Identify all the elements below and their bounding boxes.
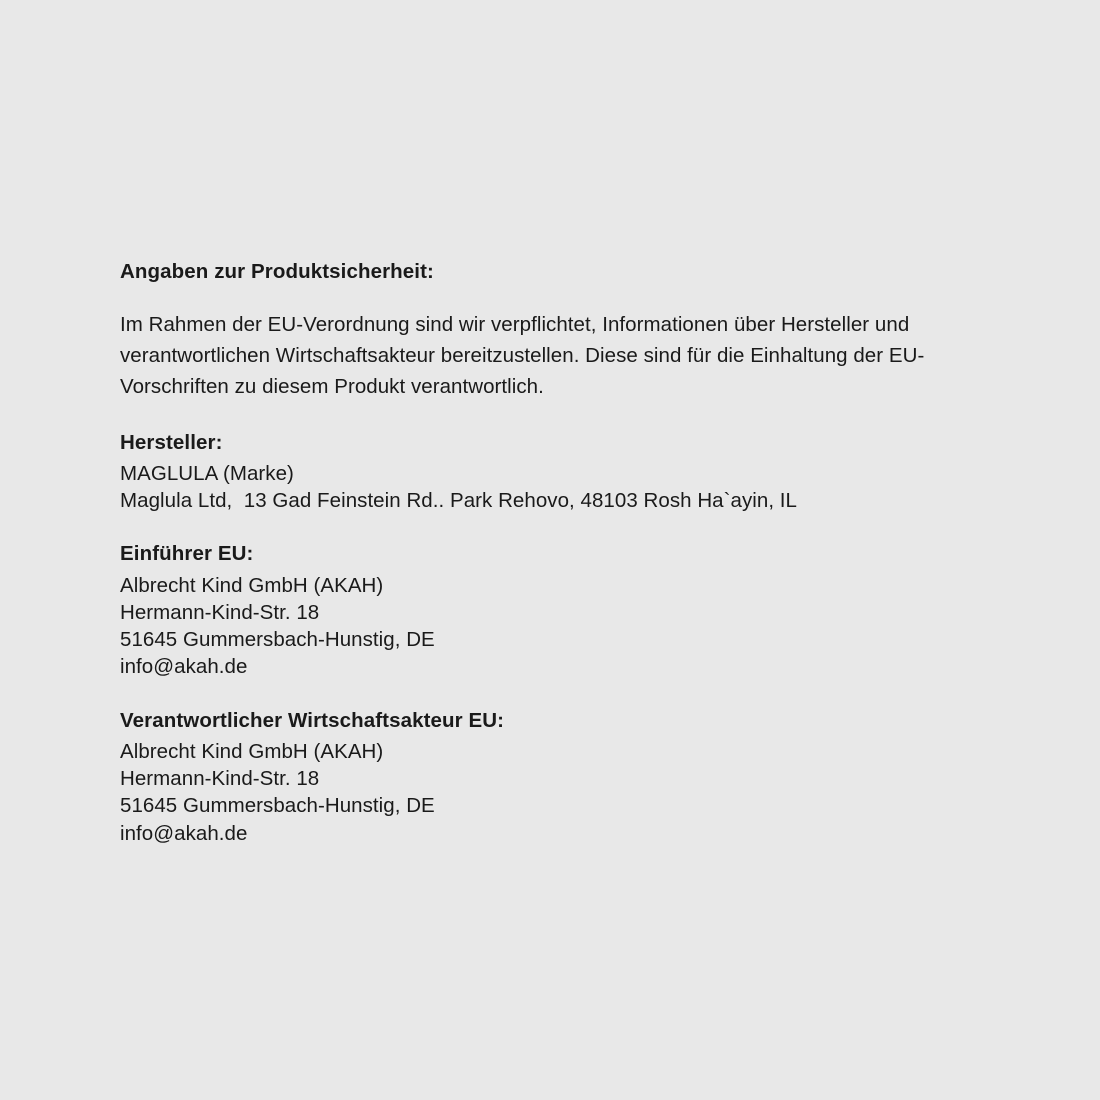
importer-heading: Einführer EU: (120, 542, 254, 566)
manufacturer-section (120, 429, 990, 515)
intro-paragraph: Im Rahmen der EU-Verordnung sind wir verpflichtet, Informationen über Hersteller und verantwortlichen Wirtschaftsakteur bereitzustellen. Diese sind für die Einhaltung der EU-Vorschriften zu diesem Produkt verantwortlich. (120, 313, 925, 398)
manufacturer-heading: Hersteller: (120, 430, 223, 454)
importer-line-1: Albrecht Kind GmbH (AKAH) (120, 573, 384, 597)
document-content (120, 258, 990, 847)
importer-email: info@akah.de (120, 655, 248, 679)
importer-section (120, 540, 990, 680)
responsible-person-heading: Verantwortlicher Wirtschaftsakteur EU: (120, 708, 505, 732)
responsible-person-section (120, 707, 990, 847)
responsible-person-line-3: 51645 Gummersbach-Hunstig, DE (120, 794, 435, 818)
responsible-person-line-2: Hermann-Kind-Str. 18 (120, 767, 320, 791)
importer-line-2: Hermann-Kind-Str. 18 (120, 600, 320, 624)
responsible-person-email: info@akah.de (120, 821, 248, 845)
page-title: Angaben zur Produktsicherheit: (120, 260, 434, 283)
manufacturer-line-1: MAGLULA (Marke) (120, 461, 294, 485)
importer-line-3: 51645 Gummersbach-Hunstig, DE (120, 628, 435, 652)
title-section (120, 258, 990, 403)
responsible-person-line-1: Albrecht Kind GmbH (AKAH) (120, 739, 384, 763)
manufacturer-line-2: Maglula Ltd, 13 Gad Feinstein Rd.. Park Rehovo, 48103 Rosh Ha`ayin, IL (120, 489, 798, 513)
